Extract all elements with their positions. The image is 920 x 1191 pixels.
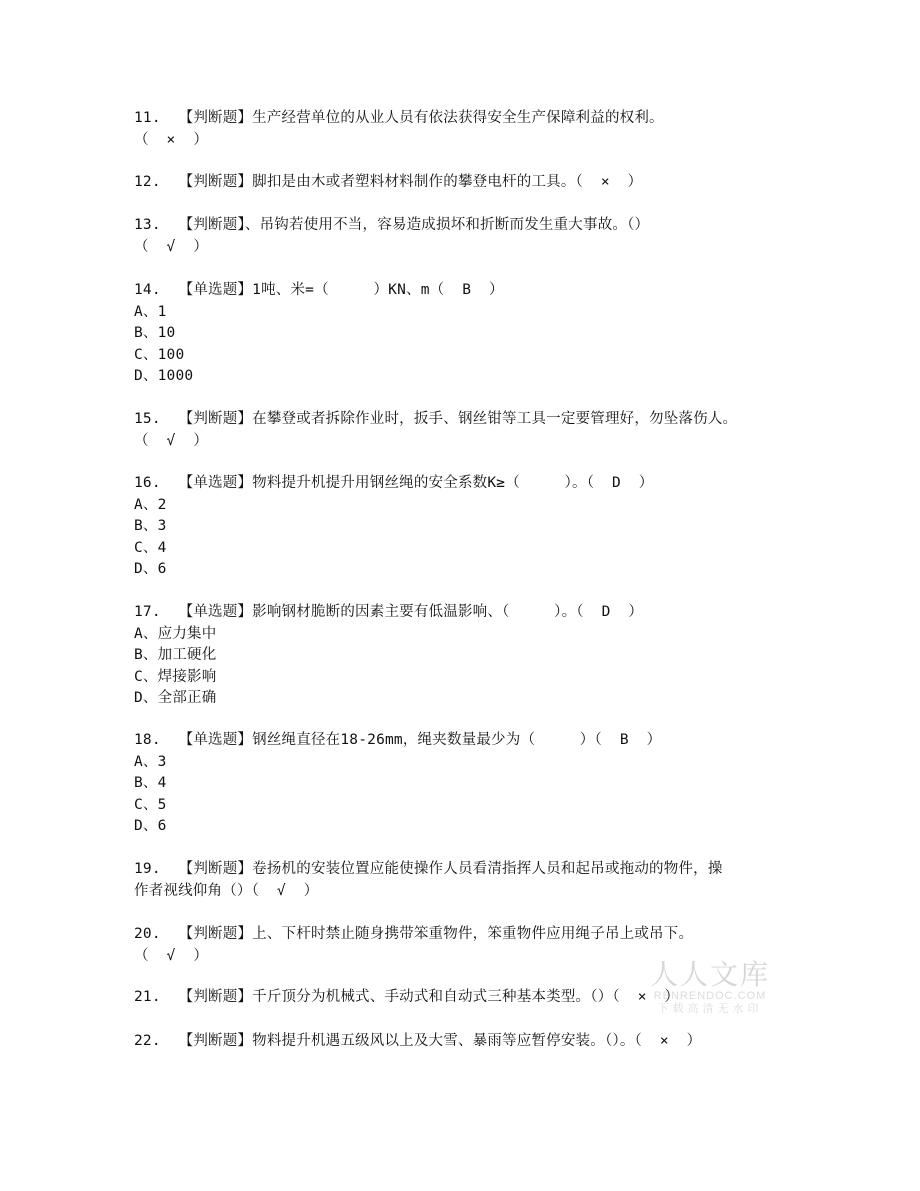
question-line: 15. 【判断题】在攀登或者拆除作业时，扳手、钢丝钳等工具一定要管理好，勿坠落伤人。 [134,411,738,427]
option-a: A、应力集中 [134,625,217,642]
question-line: 14. 【单选题】1吨、米=（ ）KN、m（ B ） [134,282,504,298]
question-line: 18. 【单选题】钢丝绳直径在18-26mm，绳夹数量最少为（ ）（ B ） [134,732,662,748]
question-line: 19. 【判断题】卷扬机的安装位置应能使操作人员看清指挥人员和起吊或拖动的物件，操 [134,861,723,877]
question-line: 22. 【判断题】物料提升机遇五级风以上及大雪、暴雨等应暂停安装。（）。（ × ） [134,1033,702,1049]
answer-line: （ √ ） [134,947,209,964]
question-line: 21. 【判断题】千斤顶分为机械式、手动式和自动式三种基本类型。（）（ × ） [134,989,680,1005]
option-d: D、1000 [134,368,194,384]
option-b: B、加工硬化 [134,647,217,663]
question-line: 17. 【单选题】影响钢材脆断的因素主要有低温影响、（ ）。（ D ） [134,604,644,620]
question-20 [134,924,794,967]
option-c: C、5 [134,796,167,813]
option-b: B、3 [134,518,167,534]
option-c: C、焊接影响 [134,668,217,685]
answer-line: （ √ ） [134,238,209,255]
question-12 [134,172,794,194]
question-16 [134,473,794,581]
question-line: 12. 【判断题】脚扣是由木或者塑料材料制作的攀登电杆的工具。（ × ） [134,174,643,190]
question-21 [134,987,794,1009]
option-b: B、10 [134,325,176,341]
option-d: D、6 [134,818,167,834]
option-d: D、6 [134,561,167,577]
question-22 [134,1031,794,1053]
watermark-subtitle: 下载高清无水印 [657,1003,763,1015]
watermark-title: 人人文库 [649,958,770,991]
question-line: 11. 【判断题】生产经营单位的从业人员有依法获得安全生产保障利益的权利。 [134,110,664,126]
answer-line: （ √ ） [134,432,209,449]
question-line-continued: 作者视线仰角（）（ √ ） [134,882,319,899]
question-19 [134,859,794,902]
option-c: C、100 [134,346,185,363]
answer-line: （ × ） [134,131,209,148]
question-13 [134,215,794,258]
option-a: A、3 [134,753,167,770]
question-line: 16. 【单选题】物料提升机提升用钢丝绳的安全系数K≥（ ）。（ D ） [134,475,654,491]
question-17 [134,602,794,710]
question-14 [134,280,794,388]
question-18 [134,730,794,838]
option-a: A、2 [134,496,167,513]
watermark-domain: RENRENDOC.COM [653,990,767,1002]
option-b: B、4 [134,775,167,791]
question-line: 13. 【判断题】、吊钩若使用不当，容易造成损坏和折断而发生重大事故。（） [134,217,650,233]
option-d: D、全部正确 [134,690,217,706]
option-c: C、4 [134,539,167,556]
option-a: A、1 [134,303,167,320]
question-line: 20. 【判断题】上、下杆时禁止随身携带笨重物件，笨重物件应用绳子吊上或吊下。 [134,926,694,942]
question-15 [134,409,794,452]
question-11 [134,108,794,151]
